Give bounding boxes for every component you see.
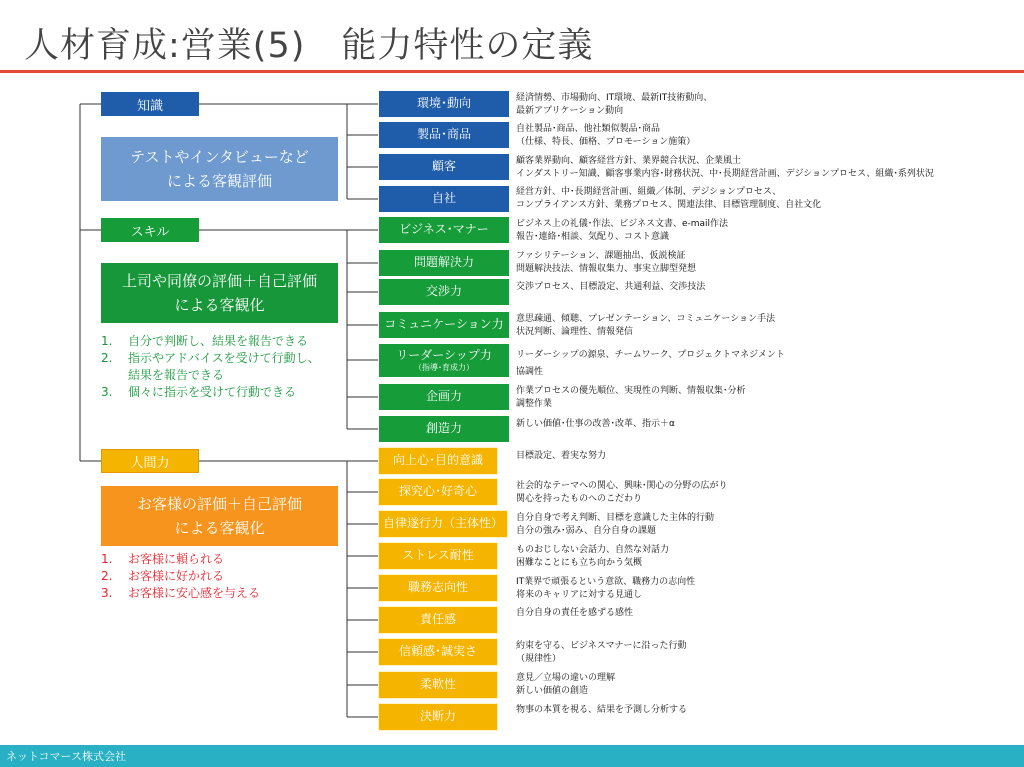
category-human: 人間力 bbox=[101, 449, 199, 473]
knowledge-desc-company: 経営方針、中･長期経営計画、組織／体制、デジションプロセス、 コンプライアンス方針、業務プロセス、関連法律、目標管理制度、自社文化 bbox=[516, 187, 822, 210]
knowledge-evaluation-box bbox=[101, 137, 338, 201]
human-level-list bbox=[101, 551, 260, 602]
knowledge-evaluation-line: による客観評価 bbox=[166, 172, 272, 190]
knowledge-item-products: 製品･商品 bbox=[378, 121, 510, 149]
footer-company-name: ネットコマース株式会社 bbox=[6, 750, 127, 763]
knowledge-evaluation-line: テストやインタビューなど bbox=[130, 148, 309, 166]
skill-desc-problem-solving: ファシリテーション、課題抽出、仮説検証 問題解決技法、情報収集力、事実立脚型発想 bbox=[516, 251, 697, 274]
human-evaluation-line: お客様の評価＋自己評価 bbox=[136, 495, 302, 513]
skill-level-list bbox=[101, 333, 320, 401]
skill-item-business-manner: ビジネス･マナー bbox=[378, 216, 510, 244]
human-item-job-orientation: 職務志向性 bbox=[378, 574, 498, 602]
skill-desc-leadership: リーダーシップの源泉、チームワーク、プロジェクトマネジメント 協調性 bbox=[516, 350, 785, 377]
human-desc-flexibility: 意見／立場の違いの理解 新しい価値の創造 bbox=[516, 673, 616, 696]
human-item-curiosity: 探究心･好奇心 bbox=[378, 478, 498, 506]
list-item: 2. お客様に好かれる bbox=[101, 569, 225, 583]
knowledge-desc-products: 自社製品･商品、他社類似製品･商品 （仕様、特長、価格、プロモーション施策） bbox=[516, 124, 696, 147]
page-title: 人材育成:営業(5) 能力特性の定義 bbox=[24, 26, 594, 66]
human-desc-stress-tolerance: ものおじしない会話力、自然な対話力 困難なことにも立ち向かう気概 bbox=[516, 545, 670, 568]
human-desc-responsibility: 自分自身の責任を感ずる感性 bbox=[516, 608, 634, 618]
skill-item-planning: 企画力 bbox=[378, 383, 510, 411]
list-item: 3. お客様に安心感を与える bbox=[101, 586, 261, 600]
skill-item-leadership: リーダーシップ力 （指導･育成力） bbox=[378, 343, 510, 378]
skill-evaluation-box bbox=[101, 263, 338, 323]
human-item-flexibility: 柔軟性 bbox=[378, 671, 498, 699]
human-item-responsibility: 責任感 bbox=[378, 606, 498, 634]
skill-evaluation-line: 上司や同僚の評価＋自己評価 bbox=[121, 272, 317, 290]
knowledge-desc-environment: 経済情勢、市場動向、IT環境、最新IT技術動向、 最新アプリケーション動向 bbox=[516, 93, 713, 116]
knowledge-item-company: 自社 bbox=[378, 185, 510, 213]
list-item: 2. 指示やアドバイスを受けて行動し、 bbox=[101, 351, 320, 365]
human-desc-decisiveness: 物事の本質を視る、結果を予測し分析する bbox=[516, 705, 688, 715]
skill-item-problem-solving: 問題解決力 bbox=[378, 249, 510, 277]
list-item: 結果を報告できる bbox=[128, 368, 225, 382]
skill-desc-business-manner: ビジネス上の礼儀･作法、ビジネス文書、e-mail作法 報告･連絡･相談、気配り、コスト意識 bbox=[516, 219, 729, 242]
skill-desc-communication: 意思疎通、傾聴、プレゼンテーション、コミュニケーション手法 状況判断、論理性、情報発信 bbox=[516, 314, 776, 337]
list-item: 3. 個々に指示を受けて行動できる bbox=[101, 385, 297, 399]
human-evaluation-box bbox=[101, 486, 338, 546]
skill-item-communication: コミュニケーション力 bbox=[378, 311, 510, 339]
category-knowledge: 知識 bbox=[101, 92, 199, 116]
human-evaluation-line: による客観化 bbox=[174, 519, 265, 537]
human-item-ambition: 向上心･目的意識 bbox=[378, 447, 498, 475]
list-item: 1. お客様に頼られる bbox=[101, 552, 225, 566]
skill-desc-negotiation: 交渉プロセス、目標設定、共通利益、交渉技法 bbox=[516, 282, 706, 292]
human-item-decisiveness: 決断力 bbox=[378, 703, 498, 731]
skill-desc-planning: 作業プロセスの優先順位、実現性の判断、情報収集･分析 調整作業 bbox=[516, 386, 746, 409]
category-skill: スキル bbox=[101, 218, 199, 242]
human-desc-ambition: 目標設定、着実な努力 bbox=[516, 451, 607, 461]
skill-evaluation-line: による客観化 bbox=[174, 296, 265, 314]
human-desc-autonomy: 自分自身で考え判断、目標を意識した主体的行動 自分の強み･弱み、自分自身の課題 bbox=[516, 513, 715, 536]
human-desc-job-orientation: IT業界で頑張るという意欲、職務力の志向性 将来のキャリアに対する見通し bbox=[516, 577, 696, 600]
footer-bar bbox=[0, 745, 1024, 767]
knowledge-item-environment: 環境･動向 bbox=[378, 90, 510, 118]
human-desc-curiosity: 社会的なテーマへの関心、興味･関心の分野の広がり 関心を持ったものへのこだわり bbox=[516, 481, 728, 504]
human-item-stress-tolerance: ストレス耐性 bbox=[378, 542, 498, 570]
human-desc-trust-sincerity: 約束を守る、ビジネスマナーに沿った行動 （規律性） bbox=[516, 641, 687, 664]
skill-desc-creativity: 新しい価値･仕事の改善･改革、指示＋α bbox=[516, 419, 675, 429]
skill-item-creativity: 創造力 bbox=[378, 415, 510, 443]
human-item-autonomy: 自律遂行力（主体性） bbox=[378, 510, 508, 538]
knowledge-item-customer: 顧客 bbox=[378, 153, 510, 181]
list-item: 1. 自分で判断し、結果を報告できる bbox=[101, 334, 309, 348]
human-item-trust-sincerity: 信頼感･誠実さ bbox=[378, 638, 498, 666]
skill-item-negotiation: 交渉力 bbox=[378, 278, 510, 306]
knowledge-desc-customer: 顧客業界動向、顧客経営方針、業界競合状況、企業風土 インダストリー知識、顧客事業内容･財務状況、中･長期経営計画、デジションプロセス、組織･系列状況 bbox=[516, 156, 934, 179]
